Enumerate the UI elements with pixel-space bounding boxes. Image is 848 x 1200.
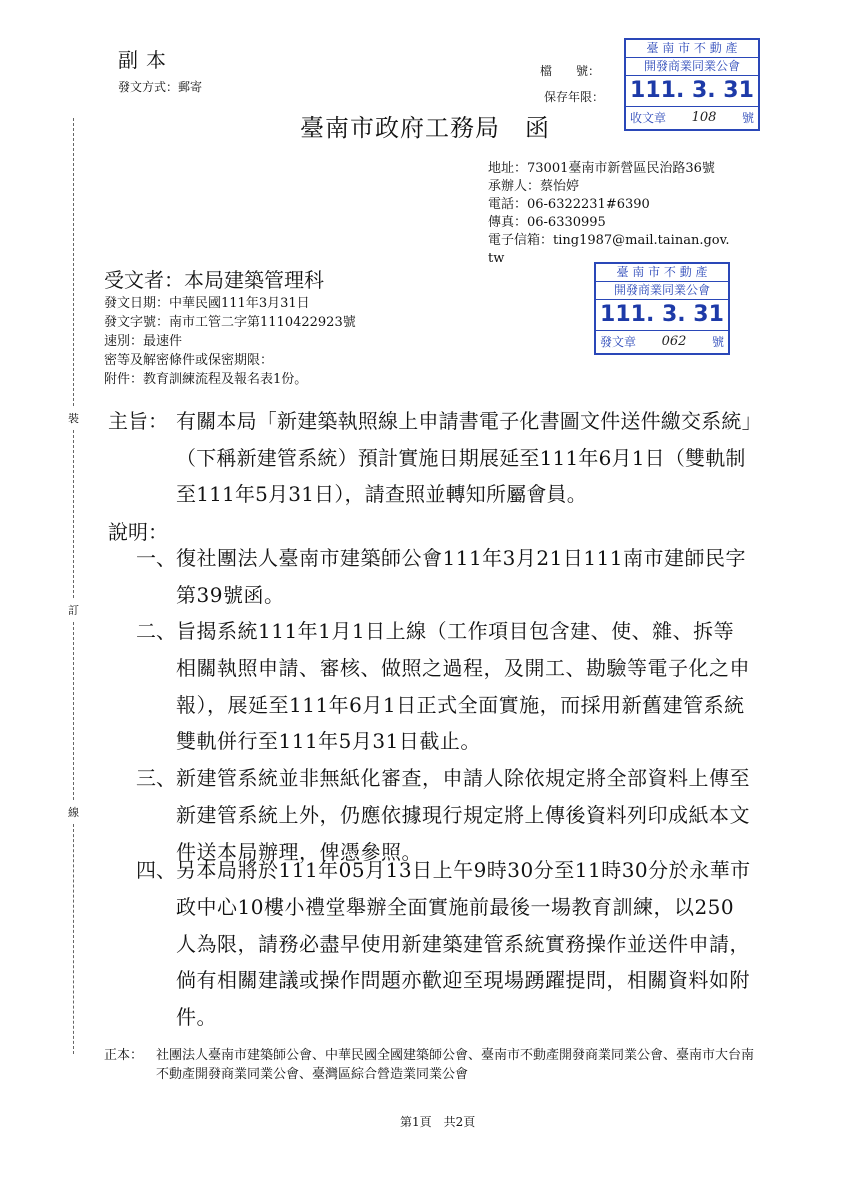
retention-period-label: 保存年限： (544, 90, 605, 104)
binding-line-lower (73, 622, 74, 800)
document-meta (104, 294, 356, 389)
item-text: 另本局將於111年05月13日上午9時30分至11時30分於永華市政中心10樓小禮堂舉辦全面實施前最後一場教育訓練，以250人為限，請務必盡早使用新建築建管系統實務操作並送件申請，倘有相關建議或操作問題亦歡迎至現場踴躍提問，相關資料如附件。 (176, 858, 751, 1030)
item-number: 二、 (136, 619, 176, 643)
stamp-receipt-row (596, 331, 728, 353)
dispatch-stamp (594, 262, 730, 355)
send-method: 發文方式：郵寄 (118, 80, 203, 94)
binding-line-top (73, 118, 74, 406)
stamp-date: 111. 3. 31 (626, 76, 758, 107)
document-title: 臺南市政府工務局 函 (300, 114, 550, 142)
page-number: 第1頁 共2頁 (400, 1115, 476, 1129)
file-number-label: 檔 號： (540, 64, 601, 78)
received-stamp (624, 38, 760, 131)
stamp-receipt-number: 062 (661, 334, 687, 349)
cc-text: 社團法人臺南市建築師公會、中華民國全國建築師公會、臺南市不動產開發商業同業公會、臺南市大台南不動產開發商業同業公會、臺灣區綜合營造業同業公會 (156, 1048, 755, 1082)
stamp-date: 111. 3. 31 (596, 300, 728, 331)
item-text: 復社團法人臺南市建築師公會111年3月21日111南市建師民字第39號函。 (176, 546, 747, 607)
stamp-org-line1: 臺 南 市 不 動 產 (596, 264, 728, 282)
binding-mark-bottom: 線 (68, 806, 79, 819)
contact-address: 地址：73001臺南市新營區民治路36號 (488, 161, 715, 176)
confidentiality: 密等及解密條件或保密期限： (104, 353, 274, 368)
contact-phone: 電話：06-6322231#6390 (488, 197, 650, 212)
binding-line-mid (73, 430, 74, 598)
contact-fax: 傳真：06-6330995 (488, 215, 606, 230)
explanation-label: 說明： (108, 520, 168, 544)
binding-mark-top: 裝 (68, 412, 79, 425)
item-text: 旨揭系統111年1月1日上線（工作項目包含建、使、雜、拆等相關執照申請、審核、做照之過程，及開工、勘驗等電子化之申報），展延至111年6月1日正式全面實施，而採用新舊建管系統雙軌併行至111年5月31日截止。 (176, 619, 750, 754)
contact-email: 電子信箱：ting1987@mail.tainan.gov. (488, 233, 730, 248)
recipient: 受文者：本局建築管理科 (104, 268, 324, 292)
cc-label: 正本： (104, 1048, 144, 1063)
stamp-receipt-row (626, 107, 758, 129)
item-number: 三、 (136, 766, 176, 790)
subject-text: 有關本局「新建築執照線上申請書電子化書圖文件送件繳交系統」（下稱新建管系統）預計實施日期展延至111年6月1日（雙軌制至111年5月31日），請查照並轉知所屬會員。 (176, 409, 752, 506)
subject-label: 主旨： (108, 409, 168, 433)
contact-email-cont: tw (488, 251, 505, 266)
stamp-number-suffix: 號 (741, 111, 754, 125)
contact-block (488, 160, 730, 268)
document-number: 發文字號：南市工管二字第1110422923號 (104, 315, 356, 330)
binding-mark-mid: 訂 (68, 604, 79, 617)
item-text: 新建管系統並非無紙化審查，申請人除依規定將全部資料上傳至新建管系統上外，仍應依據現行規定將上傳後資料列印成紙本文件送本局辦理，俾憑參照。 (176, 766, 750, 864)
item-number: 一、 (136, 546, 176, 570)
stamp-receipt-label: 發文章 (600, 335, 637, 349)
contact-handler: 承辦人：蔡怡婷 (488, 179, 580, 194)
stamp-number-suffix: 號 (711, 335, 724, 349)
stamp-org-line2: 開發商業同業公會 (596, 282, 728, 300)
issue-date: 發文日期：中華民國111年3月31日 (104, 296, 310, 311)
stamp-org-line2: 開發商業同業公會 (626, 58, 758, 76)
stamp-receipt-number: 108 (691, 110, 717, 125)
copy-mark: 副本 (118, 48, 174, 72)
stamp-receipt-label: 收文章 (630, 111, 667, 125)
stamp-org-line1: 臺 南 市 不 動 產 (626, 40, 758, 58)
item-number: 四、 (136, 858, 176, 882)
binding-line-bottom (73, 824, 74, 1054)
urgency: 速別：最速件 (104, 334, 183, 349)
attachment: 附件：教育訓練流程及報名表1份。 (104, 372, 308, 387)
